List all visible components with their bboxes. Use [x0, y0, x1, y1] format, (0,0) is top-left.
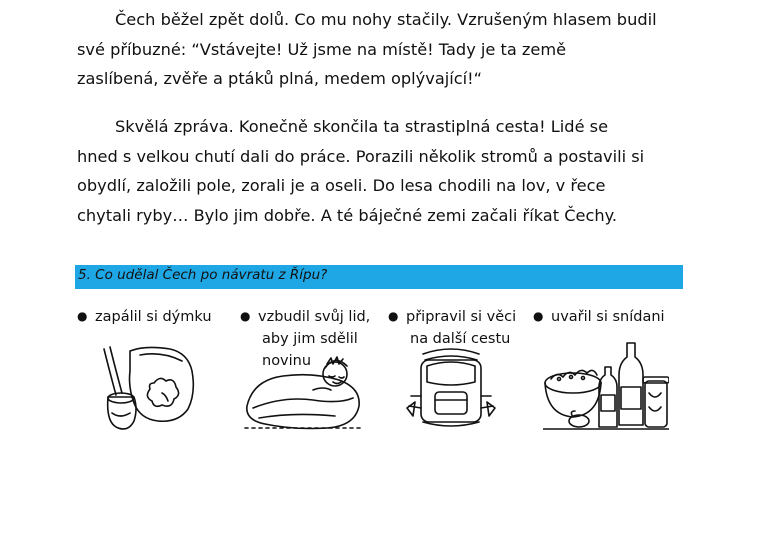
question-bar — [75, 265, 683, 289]
option-label: připravil si věci — [406, 309, 517, 325]
answer-option-breakfast[interactable] — [533, 305, 665, 328]
story-line: své příbuzné: “Vstávejte! Už jsme na místě! Tady je ta země — [77, 39, 567, 59]
story-line: hned s velkou chutí dali do práce. Porazili několik stromů a postavili si — [77, 146, 645, 166]
story-line: chytali ryby… Bylo jim dobře. A té báječné zemi začali říkat Čechy. — [77, 205, 618, 225]
question-text: 5. Co udělal Čech po návratu z Řípu? — [78, 267, 328, 283]
story-line: obydlí, založili pole, zorali je a oseli. Do lesa chodili na lov, v řece — [77, 176, 606, 195]
answer-option-pipe[interactable] — [77, 305, 212, 328]
bullet-icon: ● — [240, 309, 251, 323]
answer-option-pack-things[interactable] — [388, 305, 516, 350]
option-label: zapálil si dýmku — [95, 309, 212, 325]
bullet-icon: ● — [77, 309, 88, 323]
bullet-icon: ● — [533, 309, 544, 323]
story-line: Čech běžel zpět dolů. Co mu nohy stačily. Vzrušeným hlasem budil — [115, 10, 657, 29]
story-line: zaslíbená, zvěře a ptáků plná, medem oplývající!“ — [77, 69, 483, 88]
sleeping-man-icon — [243, 350, 365, 432]
pipe-icon — [100, 343, 200, 435]
option-label: na další cestu — [410, 331, 511, 347]
story-paragraph-1 — [77, 5, 717, 94]
story-paragraph-2 — [77, 112, 717, 230]
story-line: Skvělá zpráva. Konečně skončila ta strastiplná cesta! Lidé se — [115, 117, 609, 136]
option-label: vzbudil svůj lid, — [258, 309, 371, 325]
backpack-icon — [405, 346, 497, 434]
option-label: novinu — [262, 353, 312, 369]
option-label: aby jim sdělil — [262, 331, 358, 347]
option-label: uvařil si snídani — [551, 309, 665, 325]
bullet-icon: ● — [388, 309, 399, 323]
breakfast-icon — [543, 337, 669, 435]
